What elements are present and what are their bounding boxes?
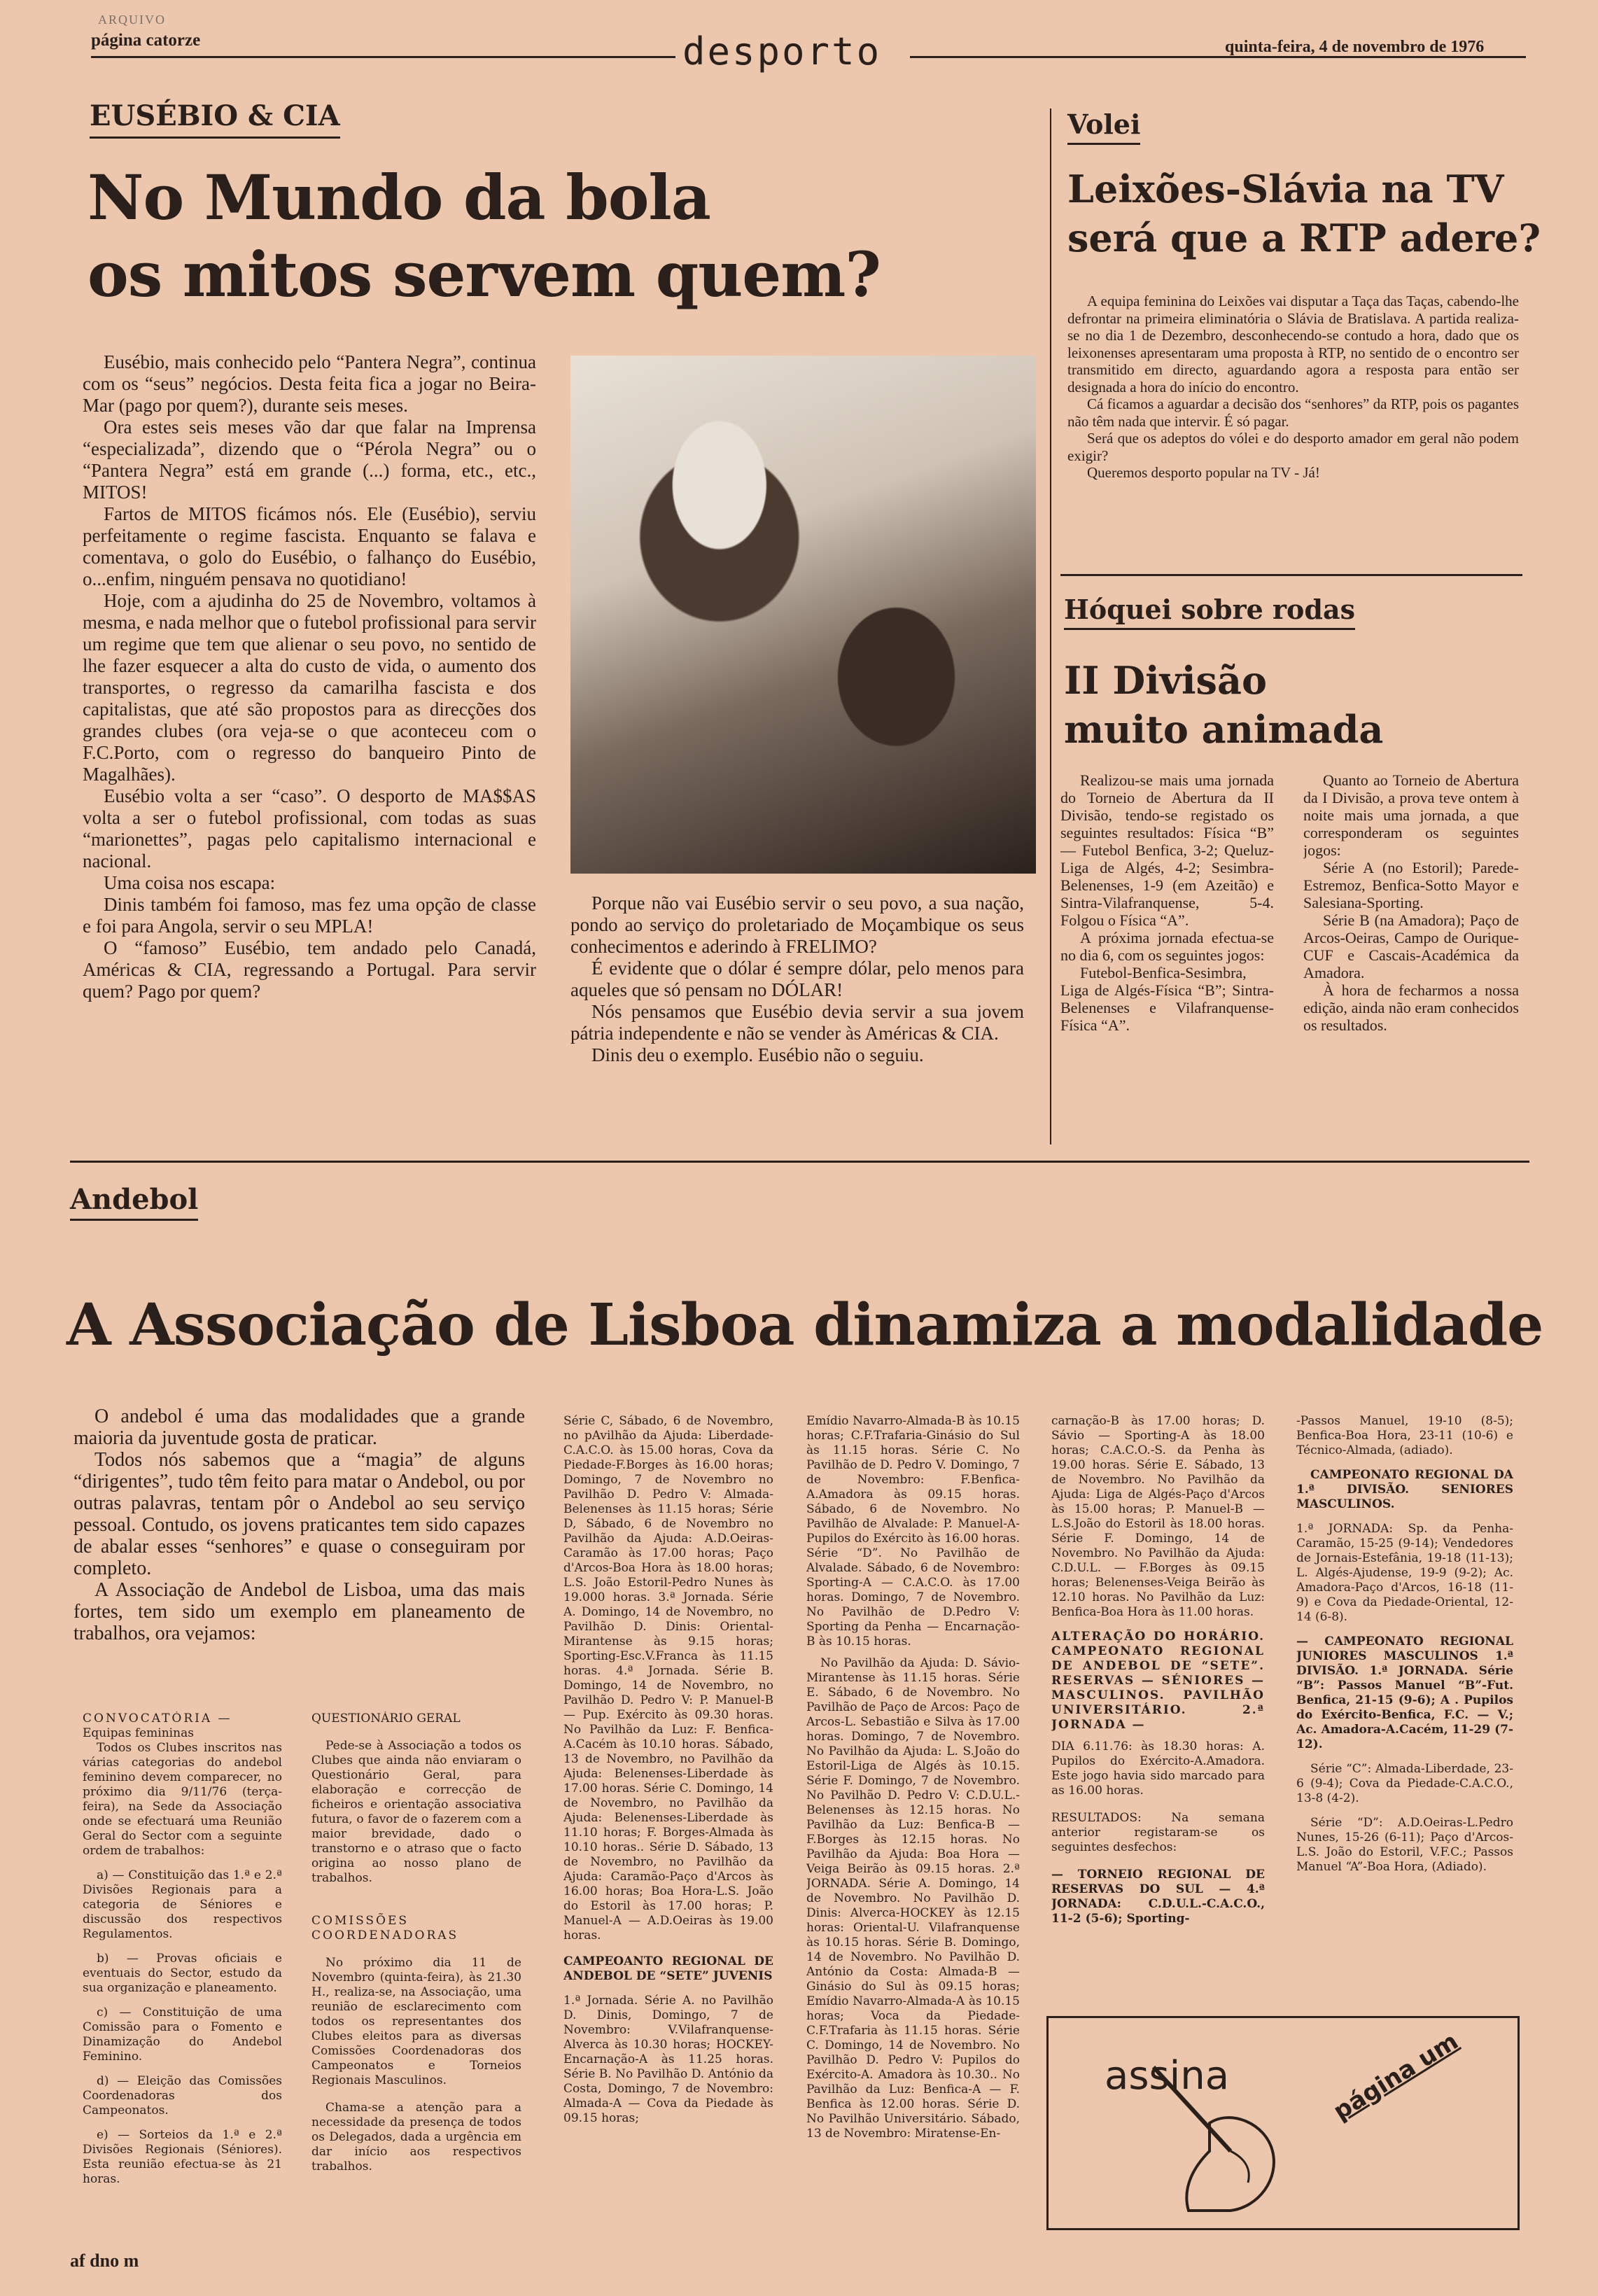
eusebio-headline-line1: No Mundo da bola: [87, 161, 710, 234]
hoquei-column-1: [1060, 771, 1274, 1146]
page-label: página catorze: [91, 31, 201, 50]
fixtures-paragraph: carnação-B às 17.00 horas; D. Sávio — Sporting-A às 18.00 horas; C.A.C.O.-S. da Penha às 19.00 horas. Série E. Sábado, 13 de Novembro. No Pavilhão da Ajuda: Liga de Algés-Paço d'Arcos às 15.00 horas; P. Manuel-B — L.S.João do Estoril às 18.00 horas. Série F. Domingo, 14 de Novembro. No Pavilhão da Ajuda: C.D.U.L. — F.Borges às 09.15 horas; Belenenses-Veiga Beirão às 12.10 horas. No Pavilhão da Luz: Benfica-Boa Hora às 11.00 horas.: [1051, 1414, 1265, 1619]
fixtures-paragraph: Série C, Sábado, 6 de Novembro, no pAvilhão da Ajuda: Liberdade-C.A.C.O. às 15.00 horas, Cova da Piedade-F.Borges às 16.00 horas; Domingo, 7 de Novembro no Pavilhão D. Pedro V: Almada-Belenenses às 11.15 horas; Série D, Sábado, 6 de Novembro no Pavilhão da Ajuda: A.D.Oeiras-Caramão às 17.00 horas; Paço d'Arcos-Boa Hora às 18.00 horas; L.S. João Estoril-Pedro Nunes às 19.000 horas. 3.ª Jornada. Série A. Domingo, 14 de Novembro, no Pavilhão D. Dinis: Oriental-Mirantense às 9.15 horas; Sporting-Esc.V.Franca às 11.15 horas. 4.ª Jornada. Série B. Domingo, 14 de Novembro, no Pavilhão D. Pedro V: P. Manuel-B — Pup. Exército às 09.30 horas. No Pavilhão da Luz: F. Benfica-A.Cacém às 10.10 horas. Sábado, 13 de Novembro, no Pavilhão da Ajuda: Belenenses-Liberdade às 17.00 horas. Série C. Domingo, 14 de Novembro, no Pavilhão da Ajuda: Belenenses-Liberdade às 11.10 horas; F. Borges-Almada às 10.10 horas.. Série D. Sábado, 13 de Novembro, no Pavilhão da Ajuda: Caramão-Paço d'Arcos às 16.00 horas; Boa Hora-L.S. João do Estoril às 17.00 horas; P. Manuel-A — A.D.Oeiras às 19.00 horas.: [563, 1414, 773, 1942]
ad-word-assina: assina: [1105, 2053, 1230, 2099]
comissoes-title: COMISSÕES COORDENADORAS: [311, 1914, 459, 1942]
andebol-intro-paragraph: Todos nós sabemos que a “magia” de alguns “dirigentes”, tudo têm feito para matar o Andebol, ou por outras palavras, tentam pôr o Andebol ao seu serviço pessoal. Contudo, os jovens praticantes tem sido capazes de abalar esses “senhores” e quase o conseguiram por completo.: [73, 1449, 525, 1579]
volei-body: [1067, 293, 1519, 552]
eusebio-paragraph: Ora estes seis meses vão dar que falar na Imprensa “especializada”, dizendo que o “Pérola Negra” ou o “Pantera Negra” está em grande (...) forma, etc., etc., MITOS!: [83, 416, 536, 503]
questionario-paragraph: Pede-se à Associação a todos os Clubes que ainda não enviaram o Questionário Geral, para elaboração e correcção de ficheiros e orientação associativa futura, o favor de o fazerem com a maior brevidade, dado o transtorno e o atraso que o facto origina ao nosso plano de trabalhos.: [311, 1739, 521, 1885]
eusebio-paragraph: É evidente que o dólar é sempre dólar, pelo menos para aqueles que só pensam no DÓLAR!: [570, 958, 1024, 1000]
archive-stamp: ARQUIVO: [98, 13, 166, 27]
eusebio-kicker: EUSÉBIO & CIA: [90, 99, 340, 139]
fixtures-subheading: CAMPEOANTO REGIONAL DE ANDEBOL DE “SETE” JUVENIS: [563, 1954, 773, 1983]
volei-section-label: Volei: [1067, 108, 1140, 145]
convocatoria-paragraph: c) — Constituição de uma Comissão para o Fomento e Dinamização do Andebol Feminino.: [83, 2005, 282, 2064]
andebol-column-3: [563, 1414, 773, 2240]
convocatoria-paragraph: Todos os Clubes inscritos nas várias categorias do andebol feminino devem comparecer, no próximo dia 9/11/76 (terça-feira), na Sede da Associação onde se efectuará uma Reunião Geral do Sector com a seguinte ordem de trabalhos:: [83, 1741, 282, 1858]
volei-paragraph: Queremos desporto popular na TV - Já!: [1087, 464, 1320, 481]
subscribe-ad-box[interactable]: [1046, 2016, 1520, 2230]
hoquei-paragraph: Quanto ao Torneio de Abertura da I Divisão, a prova teve ontem à noite mais uma jornada, a que corresponderam os seguintes jogos:: [1303, 771, 1519, 859]
andebol-headline: A Associação de Lisboa dinamiza a modalidade: [66, 1292, 1543, 1359]
header-rule-left: [91, 56, 675, 58]
comissoes-paragraph: Chama-se a atenção para a necessidade da presença de todos os Delegados, dada a urgência em dar início aos respectivos trabalhos.: [311, 2101, 521, 2174]
section-rule: [70, 1161, 1529, 1163]
eusebio-paragraph: Eusébio, mais conhecido pelo “Pantera Negra”, continua com os “seus” negócios. Desta feita fica a jogar no Beira-Mar (pago por quem?), durante seis meses.: [83, 351, 536, 416]
andebol-column-4: [806, 1414, 1020, 2240]
eusebio-paragraph: Uma coisa nos escapa:: [104, 872, 276, 893]
volei-paragraph: Cá ficamos a aguardar a decisão dos “senhores” da RTP, pois os pagantes não têm nada que intervir. É só pagar.: [1067, 396, 1519, 430]
fixtures-paragraph: 1.ª Jornada. Série A. no Pavilhão D. Dinis, Domingo, 7 de Novembro: V.Vilafranquense-Alverca às 10.30 horas; HOCKEY-Encarnação-A às 11.25 horas. Série B. No Pavilhão D. António da Costa, Domingo, 7 de Novembro: Almada-A — Cova da Piedade às 09.15 horas;: [563, 1994, 773, 2125]
fixtures-paragraph: RESULTADOS: Na semana anterior registaram-se os seguintes desfechos:: [1051, 1811, 1265, 1854]
andebol-intro-paragraph: O andebol é uma das modalidades que a grande maioria da juventude gosta de praticar.: [73, 1406, 525, 1449]
eusebio-paragraph: Dinis deu o exemplo. Eusébio não o seguiu.: [591, 1044, 924, 1065]
ad-word-pagina-um: página um: [1329, 2027, 1464, 2126]
andebol-column-5: [1051, 1414, 1265, 1960]
column-divider: [1050, 108, 1051, 1144]
hoquei-section-label: Hóquei sobre rodas: [1064, 594, 1355, 630]
convocatoria-paragraph: e) — Sorteios da 1.ª e 2.ª Divisões Regionais (Séniores). Esta reunião efectua-se às 21 horas.: [83, 2128, 282, 2186]
convocatoria-paragraph: b) — Provas oficiais e eventuais do Sector, estudo da sua organização e planeamento.: [83, 1952, 282, 1995]
footer-fragment: af dno m: [70, 2250, 139, 2271]
hoquei-headline-line2: muito animada: [1064, 707, 1384, 752]
andebol-section-label: Andebol: [70, 1183, 198, 1221]
volei-rule: [1060, 574, 1522, 576]
pen-hand-icon: [1126, 2046, 1322, 2214]
hoquei-headline-line1: II Divisão: [1064, 658, 1267, 703]
results-paragraph: 1.ª JORNADA: Sp. da Penha-Caramão, 15-25 (9-14); Vendedores de Jornais-Estefânia, 19-18 (11-13); L. Algés-Ajudense, 19-9 (9-2); Ac. Amadora-Paço d'Arcos, 16-18 (11-9) e Cova da Piedade-Oriental, 12-14 (6-8).: [1296, 1522, 1513, 1624]
results-subheading: — CAMPEONATO REGIONAL JUNIORES MASCULINOS 1.ª DIVISÃO. 1.ª JORNADA. Série “B”: Passos Manuel “B”-Fut. Benfica, 21-15 (9-6); A . Pupilos do Exército-Benfica, F.C. — V.; Ac. Amadora-A.Cacém, 11-29 (7-12).: [1296, 1634, 1513, 1751]
section-title: desporto: [682, 29, 882, 74]
hoquei-paragraph: Realizou-se mais uma jornada do Torneio de Abertura da II Divisão, tendo-se registado os seguintes resultados: Física “B” — Futebol Benfica, 3-2; Queluz-Liga de Algés, 4-2; Sesimbra-Belenenses, 1-9 (em Azeitão) e Sintra-Vilafranquense, 5-4. Folgou o Física “A”.: [1060, 771, 1274, 929]
hoquei-paragraph: Série B (na Amadora); Paço de Arcos-Oeiras, Campo de Ourique-CUF e Cascais-Académica da Amadora.: [1303, 911, 1519, 981]
results-subheading: CAMPEONATO REGIONAL DA 1.ª DIVISÃO. SENIORES MASCULINOS.: [1296, 1468, 1513, 1511]
volei-headline-line2: será que a RTP adere?: [1067, 216, 1541, 260]
hoquei-paragraph: Série A (no Estoril); Parede-Estremoz, Benfica-Sotto Mayor e Salesiana-Sporting.: [1303, 859, 1519, 911]
questionario-column: [311, 1712, 521, 2216]
eusebio-paragraph: Porque não vai Eusébio servir o seu povo, a sua nação, pondo ao serviço do proletariado de Moçambique os seus conhecimentos e aderindo à FRELIMO?: [570, 892, 1024, 957]
volei-paragraph: Será que os adeptos do vólei e do desporto amador em geral não podem exigir?: [1067, 430, 1519, 464]
fixtures-subheading: — TORNEIO REGIONAL DE RESERVAS DO SUL — 4.ª JORNADA: C.D.U.L.-C.A.C.O., 11-2 (5-6); Sporting-: [1051, 1868, 1265, 1926]
fixtures-paragraph: Emídio Navarro-Almada-B às 10.15 horas; C.F.Trafaria-Ginásio do Sul às 11.15 horas. Série C. No Pavilhão de D. Pedro V. Domingo, 7 de Novembro: F.Benfica-A.Amadora às 09.15 horas. Sábado, 6 de Novembro. No Pavilhão de Alvalade: P. Manuel-A-Pupilos do Exército às 16.00 horas. Série “D”. No Pavilhão de Alvalade. Sábado, 6 de Novembro: Sporting-A — C.A.C.O. às 17.00 horas. Domingo, 7 de Novembro. No Pavilhão de D.Pedro V: Sporting da Penha — Encarnação-B às 10.15 horas.: [806, 1414, 1020, 1648]
eusebio-body-left: [83, 351, 536, 1002]
fixtures-paragraph: DIA 6.11.76: às 18.30 horas: A. Pupilos do Exército-A.Amadora. Este jogo havia sido marcado para as 16.00 horas.: [1051, 1740, 1265, 1798]
convocatoria-paragraph: d) — Eleição das Comissões Coordenadoras dos Campeonatos.: [83, 2074, 282, 2118]
results-paragraph: -Passos Manuel, 19-10 (8-5); Benfica-Boa Hora, 23-11 (10-6) e Técnico-Almada, (adiado).: [1296, 1414, 1513, 1457]
eusebio-paragraph: Dinis também foi famoso, mas fez uma opção de classe e foi para Angola, servir o seu MPLA!: [83, 894, 536, 937]
eusebio-headline-line2: os mitos servem quem?: [87, 238, 881, 311]
volei-paragraph: A equipa feminina do Leixões vai disputar a Taça das Taças, cabendo-lhe defrontar na primeira eliminatória o Slávia de Bratislava. A partida realiza-se no dia 1 de Dezembro, desconhecendo-se contudo a hora, dado que os leixonenses apresentaram uma proposta à RTP, no sentido de o encontro ser transmitido em directo, aguardando agora a resposta para então ser designada a hora do início do encontro.: [1067, 293, 1519, 396]
fixtures-subheading: ALTERAÇÃO DO HORÁRIO. CAMPEONATO REGIONAL DE ANDEBOL DE “SETE”. RESERVAS — SÉNIORES — MASCULINOS. PAVILHÃO UNIVERSITÁRIO. 2.ª JORNADA —: [1051, 1630, 1265, 1732]
convocatoria-title: CONVOCATÓRIA —: [83, 1712, 232, 1726]
fixtures-paragraph: No Pavilhão da Ajuda: D. Sávio-Mirantense às 11.15 horas. Série E. Sábado, 6 de Novembro. No Pavilhão de Paço de Arcos: Paço de Arcos-L. Sebastião e Silva às 17.00 horas. Domingo, 7 de Novembro. No Pavilhão da Ajuda: L. S.João do Estoril-Liga de Algés às 10.15. Série F. Domingo, 7 de Novembro. No Pavilhão D. Pedro V: C.D.U.L.-Belenenses às 12.15 horas. No Pavilhão da Luz: Benfica-B — F.Borges às 12.15 horas. No Pavilhão da Ajuda: Boa Hora — Veiga Beirão às 09.15 horas. 2.ª JORNADA. Série A. Domingo, 14 de Novembro. No Pavilhão D. Dinis: Alverca-HOCKEY às 12.15 horas: Oriental-U. Vilafranquense às 10.15 horas. Série B. Domingo, 14 de Novembro. No Pavilhão D. António da Costa: Almada-B — Ginásio do Sul às 09.15 horas; Emídio Navarro-Almada-A às 10.15 horas; Voca da Piedade-C.F.Trafaria às 11.15 horas. Série C. Domingo, 14 de Novembro. No Pavilhão D. Pedro V: Pupilos do Exército-A. Amadora às 10.30.. No Pavilhão da Luz: Benfica-A — F. Benfica às 12.00 horas. Série D. No Pavilhão Universitário. Sábado, 13 de Novembro: Miratense-En-: [806, 1656, 1020, 2141]
eusebio-photo: [570, 356, 1036, 874]
hoquei-column-2: [1303, 771, 1519, 1146]
questionario-title: QUESTIONÁRIO GERAL: [311, 1712, 461, 1726]
comissoes-paragraph: No próximo dia 11 de Novembro (quinta-feira), às 21.30 H., realiza-se, na Associação, uma reunião de esclarecimento com todos os representantes dos Clubes eleitos para as diversas Comissões Coordenadoras dos Campeonatos e Torneios Regionais Masculinos.: [311, 1956, 521, 2087]
hoquei-paragraph: Futebol-Benfica-Sesimbra, Liga de Algés-Física “B”; Sintra-Belenenses e Vilafranquense-Física “A”.: [1060, 964, 1274, 1034]
andebol-intro: [73, 1406, 525, 1644]
eusebio-paragraph: Eusébio volta a ser “caso”. O desporto de MA$$AS volta a ser o futebol profissional, com todas as suas “marionettes”, pagas pelo capitalismo internacional e nacional.: [83, 785, 536, 872]
hoquei-paragraph: A próxima jornada efectua-se no dia 6, com os seguintes jogos:: [1060, 929, 1274, 964]
andebol-intro-paragraph: A Associação de Andebol de Lisboa, uma das mais fortes, tem sido um exemplo em planeamento de trabalhos, ora vejamos:: [73, 1579, 525, 1644]
eusebio-body-right: [570, 892, 1024, 1066]
results-paragraph: Série “C”: Almada-Liberdade, 23-6 (9-4); Cova da Piedade-C.A.C.O., 13-8 (4-2).: [1296, 1762, 1513, 1805]
convocatoria-column: [83, 1712, 282, 2216]
eusebio-paragraph: Hoje, com a ajudinha do 25 de Novembro, voltamos à mesma, e nada melhor que o futebol profissional para servir um regime que tem que alienar o seu povo, no sentido de lhe fazer esquecer a alta do custo de vida, o aumento dos transportes, o regresso da camarilha fascista e dos capitalistas, que até são propostos para as direcções dos grandes clubes (ora veja-se o que aconteceu com o F.C.Porto, com o regresso do banqueiro Pinto de Magalhães).: [83, 590, 536, 785]
eusebio-paragraph: O “famoso” Eusébio, tem andado pelo Canadá, Américas & CIA, regressando a Portugal. Para servir quem? Pago por quem?: [83, 937, 536, 1002]
eusebio-paragraph: Fartos de MITOS ficámos nós. Ele (Eusébio), serviu perfeitamente o regime fascista. Enquanto se falava e comentava, o golo do Eusébio, o falhanço do Eusébio, o...enfim, ninguém pensava no quotidiano!: [83, 503, 536, 589]
hoquei-paragraph: À hora de fecharmos a nossa edição, ainda não eram conhecidos os resultados.: [1303, 981, 1519, 1034]
volei-headline-line1: Leixões-Slávia na TV: [1067, 167, 1504, 211]
convocatoria-paragraph: a) — Constituição das 1.ª e 2.ª Divisões Regionais para a categoria de Séniores e discussão dos respectivos Regulamentos.: [83, 1868, 282, 1941]
eusebio-paragraph: Nós pensamos que Eusébio devia servir a sua jovem pátria independente e não se vender às Américas & CIA.: [570, 1001, 1024, 1044]
results-paragraph: Série “D”: A.D.Oeiras-L.Pedro Nunes, 15-26 (6-11); Paço d'Arcos-L.S. João do Estoril, V.F.C.; Passos Manuel “A”-Boa Hora, (Adiado).: [1296, 1816, 1513, 1874]
convocatoria-paragraph: Equipas femininas: [83, 1726, 194, 1740]
andebol-column-6: [1296, 1414, 1513, 2016]
issue-date: quinta-feira, 4 de novembro de 1976: [1225, 38, 1485, 56]
